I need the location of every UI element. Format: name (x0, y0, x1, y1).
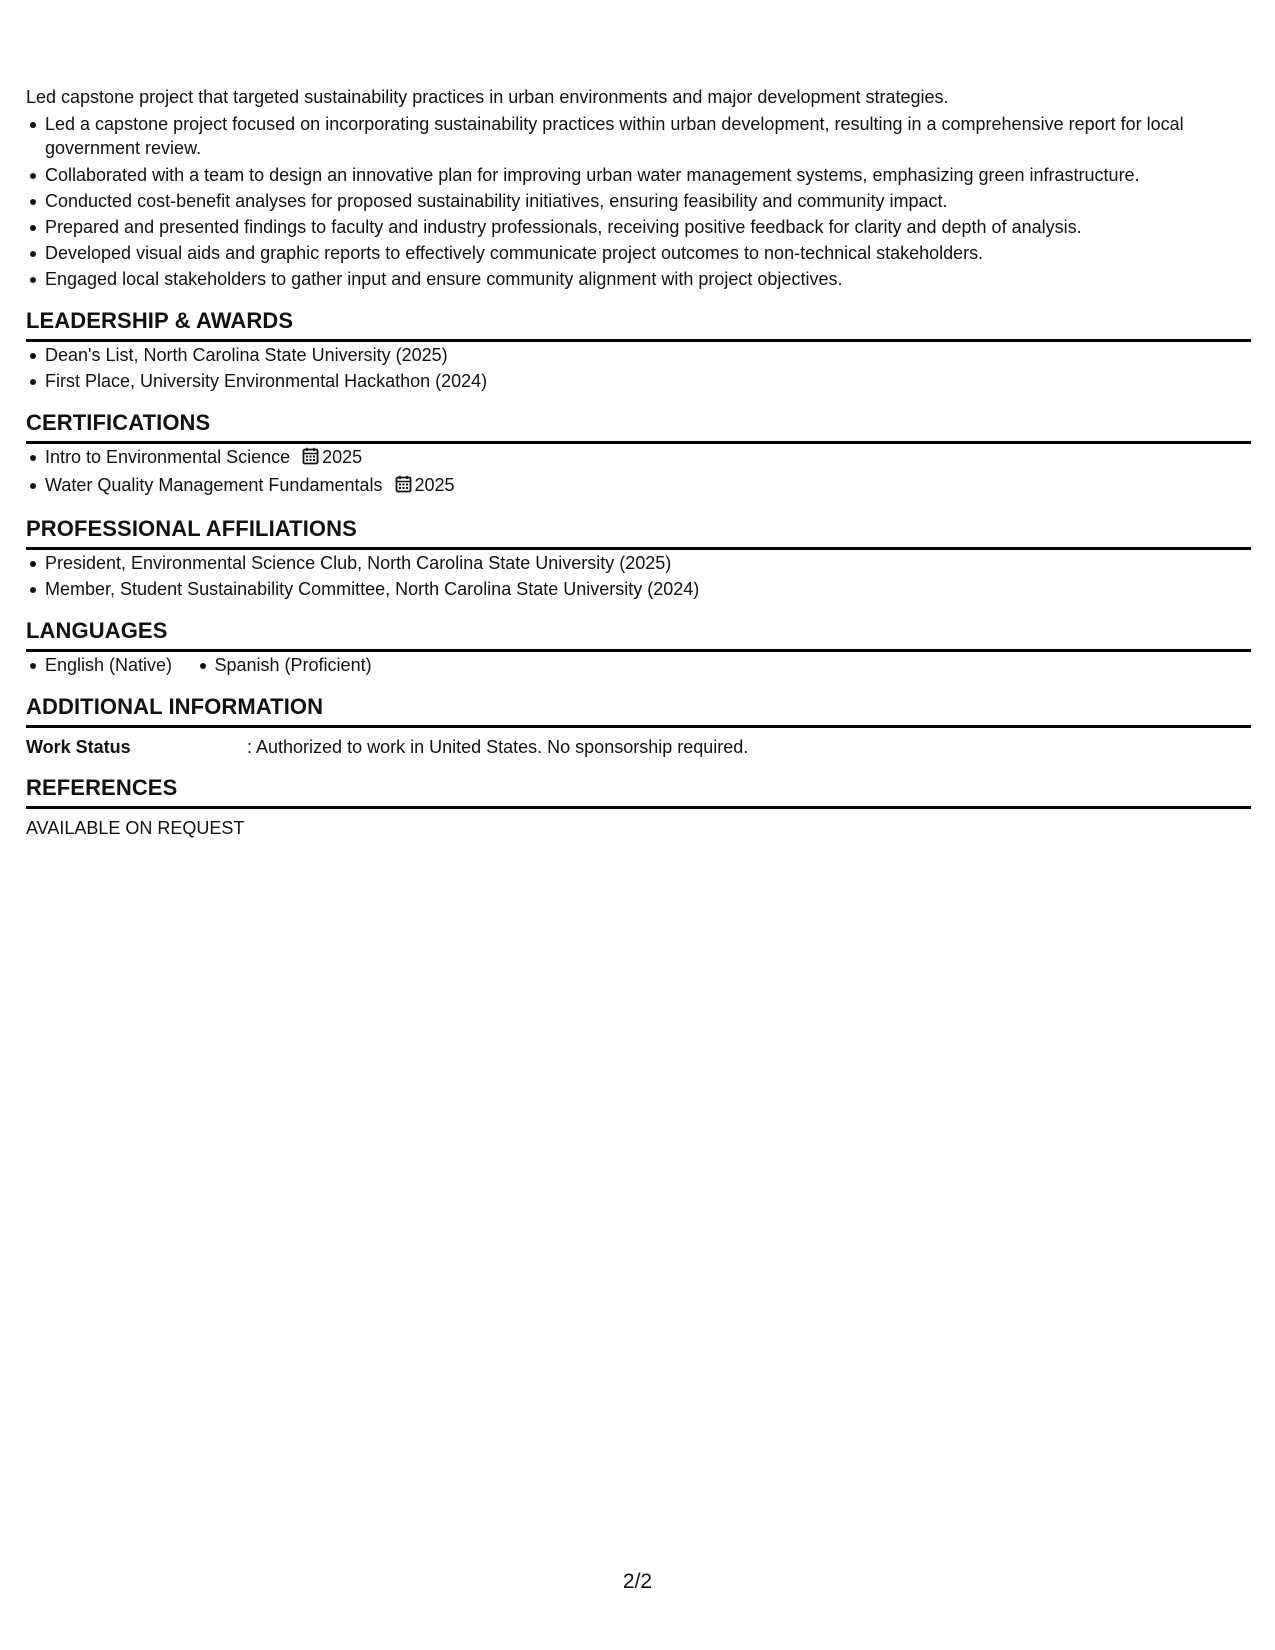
project-section (26, 84, 1251, 292)
project-intro: Led capstone project that targeted sustainability practices in urban environments and major development strategies. (26, 87, 949, 107)
resume-page (26, 84, 1251, 840)
affiliation-item: President, Environmental Science Club, North Carolina State University (2025) (45, 550, 1251, 576)
languages-list (26, 652, 1251, 678)
work-status-value: : Authorized to work in United States. No sponsorship required. (247, 737, 749, 757)
section-title-additional: ADDITIONAL INFORMATION (26, 693, 1251, 728)
work-status-row (26, 735, 1251, 759)
leadership-item: Dean's List, North Carolina State University (2025) (45, 342, 1251, 368)
leadership-item: First Place, University Environmental Hackathon (2024) (45, 368, 1251, 394)
section-title-languages: LANGUAGES (26, 617, 1251, 652)
section-title-affiliations: PROFESSIONAL AFFILIATIONS (26, 515, 1251, 550)
section-title-references: REFERENCES (26, 774, 1251, 809)
project-bullet: Prepared and presented findings to faculty and industry professionals, receiving positive feedback for clarity and depth of analysis. (45, 214, 1251, 240)
calendar-icon (302, 446, 319, 472)
certifications-section (26, 409, 1251, 500)
calendar-icon (395, 474, 412, 500)
languages-section (26, 617, 1251, 678)
section-title-leadership: LEADERSHIP & AWARDS (26, 307, 1251, 342)
certifications-list (26, 444, 1251, 500)
language-item: Spanish (Proficient) (215, 652, 372, 678)
certification-name: Intro to Environmental Science (45, 447, 291, 467)
project-bullet-list (26, 111, 1251, 292)
section-title-certifications: CERTIFICATIONS (26, 409, 1251, 444)
certification-year: 2025 (322, 447, 363, 467)
leadership-list (26, 342, 1251, 394)
certification-name: Water Quality Management Fundamentals (45, 475, 383, 495)
project-bullet: Developed visual aids and graphic reports to effectively communicate project outcomes to non-technical stakeholders. (45, 240, 1251, 266)
page-number: 2/2 (622, 1570, 653, 1593)
certification-item (45, 472, 1251, 500)
project-bullet: Led a capstone project focused on incorporating sustainability practices within urban development, resulting in a comprehensive report for local government review. (45, 111, 1251, 162)
project-bullet: Collaborated with a team to design an innovative plan for improving urban water management systems, emphasizing green infrastructure. (45, 162, 1251, 188)
certification-year: 2025 (414, 475, 455, 495)
work-status-label: Work Status (26, 737, 131, 757)
references-section (26, 774, 1251, 840)
language-item: English (Native) (45, 652, 172, 678)
project-bullet: Engaged local stakeholders to gather input and ensure community alignment with project objectives. (45, 266, 1251, 292)
affiliations-list (26, 550, 1251, 602)
affiliation-item: Member, Student Sustainability Committee, North Carolina State University (2024) (45, 576, 1251, 602)
certification-item (45, 444, 1251, 472)
additional-section (26, 693, 1251, 759)
project-bullet: Conducted cost-benefit analyses for proposed sustainability initiatives, ensuring feasibility and community impact. (45, 188, 1251, 214)
leadership-section (26, 307, 1251, 394)
references-text: AVAILABLE ON REQUEST (26, 818, 245, 838)
affiliations-section (26, 515, 1251, 602)
